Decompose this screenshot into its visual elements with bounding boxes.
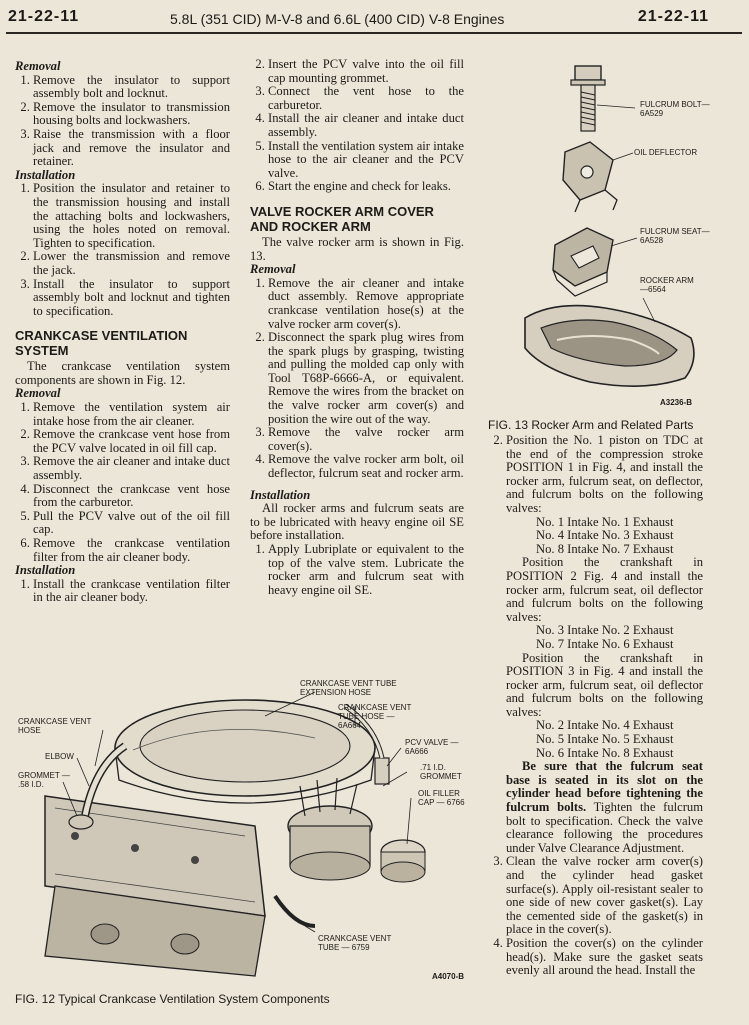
- removal-steps: [15, 74, 230, 169]
- section-heading: VALVE ROCKER ARM COVER AND ROCKER ARM: [250, 203, 434, 234]
- list-item: 4. Install the air cleaner and intake duct assembly.: [268, 112, 464, 139]
- list-item: 3. Install the insulator to support assembly bolt and locknut and tighten to specification.: [33, 278, 230, 319]
- bold-note: Be sure that the fulcrum seat base is seated in its slot on the cylinder head before tightening the fulcrum bolts.: [506, 759, 703, 815]
- header-rule: [6, 32, 742, 34]
- paragraph: Position the crankshaft in POSITION 3 in Fig. 4 and install the rocker arm, fulcrum seat, oil deflector and fulcrum bolts on the following valves:: [506, 650, 703, 719]
- page-header: [0, 8, 749, 30]
- valve-entry: No. 5 Intake No. 5 Exhaust: [536, 732, 674, 747]
- subheading-installation: Installation: [250, 487, 311, 502]
- paragraph: Position the crankshaft in POSITION 2 Fig. 4 and install the rocker arm, fulcrum seat, oil deflector and fulcrum bolts on the following valves:: [506, 555, 703, 624]
- subheading-installation: Installation: [15, 563, 76, 578]
- fulcrum-bolt-drawing: [571, 66, 605, 131]
- figure-caption: FIG. 13 Rocker Arm and Related Parts: [488, 418, 694, 432]
- valve-entry: No. 6 Intake No. 8 Exhaust: [536, 745, 674, 760]
- valve-entry: No. 4 Intake No. 3 Exhaust: [536, 528, 674, 543]
- list-item: 1. Position the insulator and retainer to the transmission housing and install the attaching bolts and lockwashers, using the holes noted on removal. Tighten to specification.: [33, 182, 230, 250]
- page-title: 5.8L (351 CID) M-V-8 and 6.6L (400 CID) V-8 Engines: [170, 11, 505, 27]
- valve-entry: No. 3 Intake No. 2 Exhaust: [536, 623, 674, 638]
- installation-steps: [15, 182, 230, 318]
- oil-filler-cap-drawing: [381, 840, 425, 882]
- list-item: 1. Remove the insulator to support assembly bolt and locknut.: [33, 74, 230, 101]
- subheading-removal: Removal: [250, 262, 296, 277]
- label-rocker-arm: ROCKER ARM—6564: [640, 276, 694, 294]
- paragraph: The valve rocker arm is shown in Fig. 13.: [250, 234, 464, 263]
- distributor-drawing: [288, 778, 372, 880]
- column-middle: [250, 58, 464, 597]
- list-item: 1. Install the crankcase ventilation filter in the air cleaner body.: [33, 578, 230, 605]
- label-vent-tube-extension-hose: CRANKCASE VENT TUBE EXTENSION HOSE: [300, 679, 397, 697]
- list-item: 4. Disconnect the crankcase vent hose from the carburetor.: [33, 483, 230, 510]
- subheading-removal: Removal: [15, 59, 61, 73]
- list-item: 2. Lower the transmission and remove the jack.: [33, 250, 230, 277]
- list-item: 4. Remove the valve rocker arm bolt, oil deflector, fulcrum seat and rocker arm.: [268, 453, 464, 480]
- label-grommet-58: GROMMET — .58 I.D.: [18, 771, 70, 789]
- label-fulcrum-bolt: FULCRUM BOLT—6A529: [640, 100, 710, 118]
- label-fulcrum-seat: FULCRUM SEAT—6A528: [640, 227, 710, 245]
- oil-deflector-drawing: [563, 142, 617, 212]
- paragraph: The crankcase ventilation system components are shown in Fig. 12.: [15, 359, 230, 387]
- removal-steps: [15, 401, 230, 564]
- list-item: 3. Remove the air cleaner and intake duct assembly.: [33, 455, 230, 482]
- list-item: 2. Disconnect the spark plug wires from the spark plugs by grasping, twisting and pulling the molded cap only with Tool T68P-6666-A, or equivalent. Remove the wires from the bracket on the valve rocker arm cover(s) and position the wire out of the way.: [268, 331, 464, 426]
- list-item: 5. Pull the PCV valve out of the oil fill cap.: [33, 510, 230, 537]
- list-item: 2. Insert the PCV valve into the oil fill cap mounting grommet.: [268, 58, 464, 85]
- figure-code: A3236-B: [660, 398, 693, 407]
- valve-entry: No. 8 Intake No. 7 Exhaust: [536, 541, 674, 556]
- valve-list: [536, 719, 703, 760]
- page-number-right: 21-22-11: [637, 8, 709, 25]
- note-text: Tighten the fulcrum bolt to specification. Check the valve clearance following the procedures under Valve Clearance Adjustment.: [506, 800, 703, 855]
- list-item: 1. Remove the air cleaner and intake duct assembly. Remove appropriate crankcase ventilation hose(s) at the valve rocker arm cover(s).: [268, 277, 464, 331]
- list-item: [506, 434, 703, 855]
- installation-steps-continued: [250, 58, 464, 194]
- label-elbow: ELBOW: [45, 752, 74, 761]
- list-item: 6. Remove the crankcase ventilation filter from the air cleaner body.: [33, 537, 230, 564]
- step-text: Position the No. 1 piston on TDC at the end of the compression stroke POSITION 1 in Fig. 4, and install the rocker arm, fulcrum seat, on deflector, and fulcrum bolts on the following valves:: [506, 433, 703, 515]
- page-number-left: 21-22-11: [8, 8, 80, 25]
- list-item: 3. Remove the valve rocker arm cover(s).: [268, 426, 464, 453]
- column-right: [488, 418, 703, 978]
- removal-steps: [250, 277, 464, 481]
- label-crankcase-vent-tube: CRANKCASE VENT TUBE — 6759: [318, 934, 392, 952]
- list-item: 3. Raise the transmission with a floor jack and remove the insulator and retainer.: [33, 128, 230, 169]
- installation-steps: [15, 578, 230, 605]
- figure-caption: FIG. 12 Typical Crankcase Ventilation System Components: [15, 992, 330, 1006]
- valve-list: [536, 516, 703, 557]
- rocker-arm-drawing: [525, 306, 694, 387]
- installation-steps-continued: [488, 434, 703, 978]
- list-item: 3. Clean the valve rocker arm cover(s) and the cylinder head gasket surface(s). Apply oil-resistant sealer to one side of new cover gasket(s). Lay the cemented side of the gasket(s) in place in the cover(s).: [506, 855, 703, 937]
- label-vent-tube-hose: CRANKCASE VENT TUBE HOSE — 6A664: [338, 703, 412, 730]
- paragraph: [506, 760, 703, 855]
- list-item: 4. Position the cover(s) on the cylinder head(s). Make sure the gasket seats evenly all around the head. Install the: [506, 937, 703, 978]
- list-item: 6. Start the engine and check for leaks.: [268, 180, 464, 194]
- valve-entry: No. 7 Intake No. 6 Exhaust: [536, 636, 674, 651]
- paragraph: All rocker arms and fulcrum seats are to be lubricated with heavy engine oil SE before installation.: [250, 501, 464, 543]
- label-grommet-71: .71 I.D. GROMMET: [420, 763, 462, 781]
- installation-steps: [250, 543, 464, 597]
- label-pcv-valve: PCV VALVE — 6A666: [405, 738, 459, 756]
- crankcase-vent-tube-drawing: [275, 896, 315, 926]
- list-item: 3. Connect the vent hose to the carburetor.: [268, 85, 464, 112]
- list-item: 5. Install the ventilation system air intake hose to the air cleaner and the PCV valve.: [268, 140, 464, 181]
- list-item: 2. Remove the crankcase vent hose from the PCV valve located in oil fill cap.: [33, 428, 230, 455]
- subheading-installation: Installation: [15, 167, 76, 182]
- list-item: 1. Remove the ventilation system air intake hose from the air cleaner.: [33, 401, 230, 428]
- label-crankcase-vent-hose: CRANKCASE VENT HOSE: [18, 717, 92, 735]
- section-heading: CRANKCASE VENTILATION SYSTEM: [15, 328, 188, 359]
- figure-code: A4070-B: [432, 972, 465, 981]
- valve-list: [536, 624, 703, 651]
- valve-entry: No. 1 Intake No. 1 Exhaust: [536, 514, 674, 529]
- list-item: 2. Remove the insulator to transmission housing bolts and lockwashers.: [33, 101, 230, 128]
- fulcrum-seat-drawing: [553, 228, 613, 296]
- label-oil-filler-cap: OIL FILLER CAP — 6766: [418, 789, 465, 807]
- list-item: 1. Apply Lubriplate or equivalent to the top of the valve stem. Lubricate the rocker arm and fulcrum seat with heavy engine oil SE.: [268, 543, 464, 597]
- subheading-removal: Removal: [15, 386, 61, 401]
- column-left: [15, 60, 230, 605]
- label-oil-deflector: OIL DEFLECTOR: [634, 148, 698, 157]
- valve-entry: No. 2 Intake No. 4 Exhaust: [536, 718, 674, 733]
